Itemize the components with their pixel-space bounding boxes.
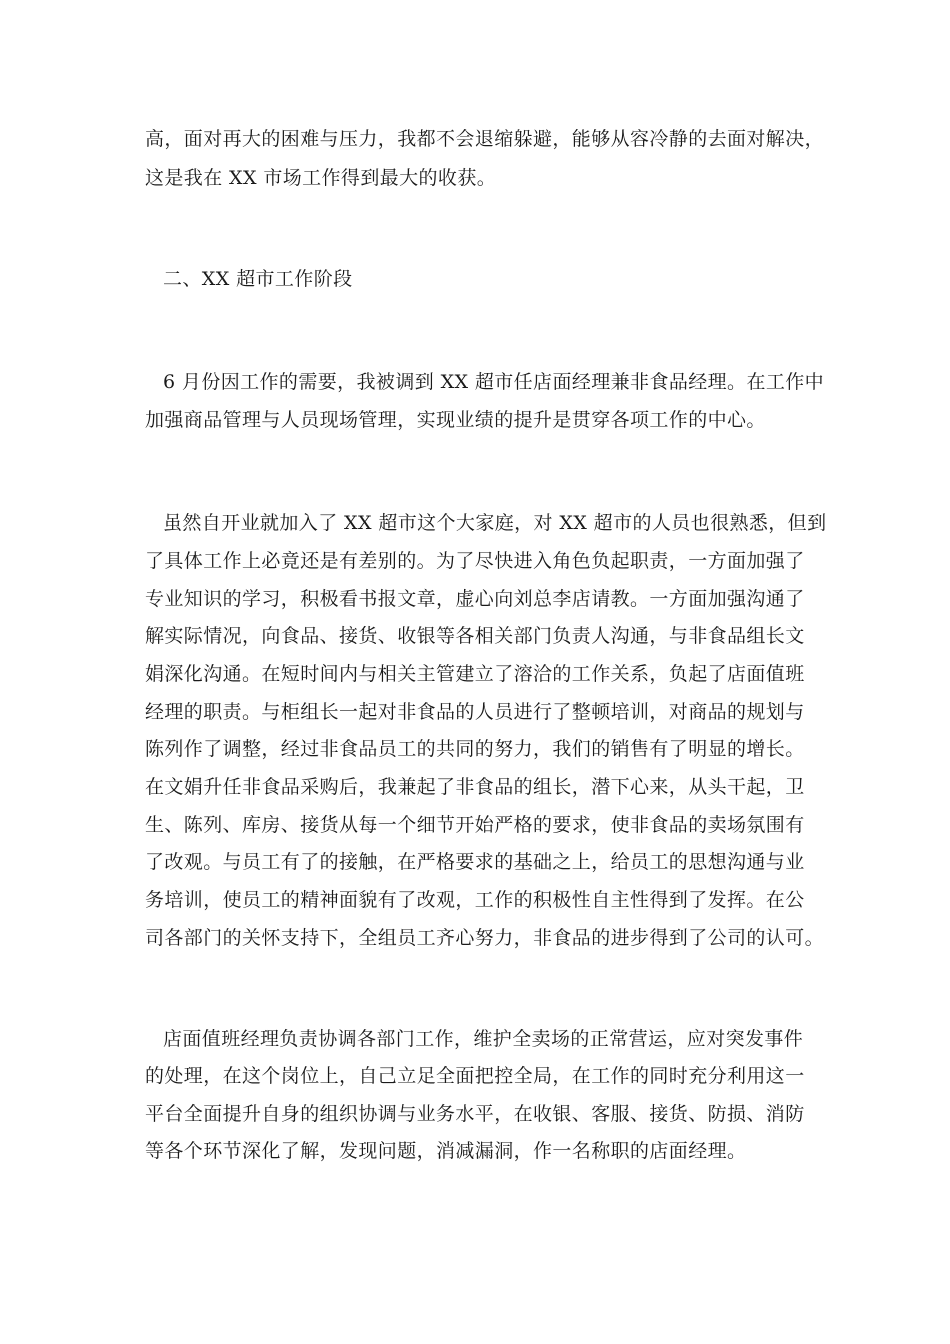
section-heading: 二、XX 超市工作阶段 <box>163 268 353 290</box>
paragraph-line: 司各部门的关怀支持下，全组员工齐心努力，非食品的进步得到了公司的认可。 <box>145 927 825 949</box>
paragraph-line: 平台全面提升自身的组织协调与业务水平，在收银、客服、接货、防损、消防 <box>145 1103 805 1125</box>
paragraph-line: 经理的职责。与柜组长一起对非食品的人员进行了整顿培训，对商品的规划与 <box>145 701 805 723</box>
paragraph-line: 的处理，在这个岗位上，自己立足全面把控全局，在工作的同时充分利用这一 <box>145 1065 805 1087</box>
paragraph-line: 娟深化沟通。在短时间内与相关主管建立了溶洽的工作关系，负起了店面值班 <box>145 663 805 685</box>
paragraph-line: 务培训，使员工的精神面貌有了改观，工作的积极性自主性得到了发挥。在公 <box>145 889 805 911</box>
paragraph-line: 这是我在 XX 市场工作得到最大的收获。 <box>145 167 497 189</box>
paragraph-line: 陈列作了调整，经过非食品员工的共同的努力，我们的销售有了明显的增长。 <box>145 738 805 760</box>
paragraph-line: 解实际情况，向食品、接货、收银等各相关部门负责人沟通，与非食品组长文 <box>145 625 805 647</box>
paragraph-line: 生、陈列、库房、接货从每一个细节开始严格的要求，使非食品的卖场氛围有 <box>145 814 805 836</box>
paragraph-line: 了具体工作上必竟还是有差别的。为了尽快进入角色负起职责，一方面加强了 <box>145 550 805 572</box>
paragraph-line: 等各个环节深化了解，发现问题，消减漏洞，作一名称职的店面经理。 <box>145 1140 747 1162</box>
paragraph-line: 在文娟升任非食品采购后，我兼起了非食品的组长，潜下心来，从头干起，卫 <box>145 776 805 798</box>
paragraph-line: 加强商品管理与人员现场管理，实现业绩的提升是贯穿各项工作的中心。 <box>145 409 766 431</box>
paragraph-line: 了改观。与员工有了的接触，在严格要求的基础之上，给员工的思想沟通与业 <box>145 851 805 873</box>
paragraph-line: 虽然自开业就加入了 XX 超市这个大家庭，对 XX 超市的人员也很熟悉，但到 <box>163 512 827 534</box>
paragraph-line: 专业知识的学习，积极看书报文章，虚心向刘总李店请教。一方面加强沟通了 <box>145 588 805 610</box>
paragraph-line: 店面值班经理负责协调各部门工作，维护全卖场的正常营运，应对突发事件 <box>163 1028 804 1050</box>
paragraph-line: 6 月份因工作的需要，我被调到 XX 超市任店面经理兼非食品经理。在工作中 <box>163 371 825 393</box>
paragraph-line: 高，面对再大的困难与压力，我都不会退缩躲避，能够从容冷静的去面对解决， <box>145 128 825 150</box>
